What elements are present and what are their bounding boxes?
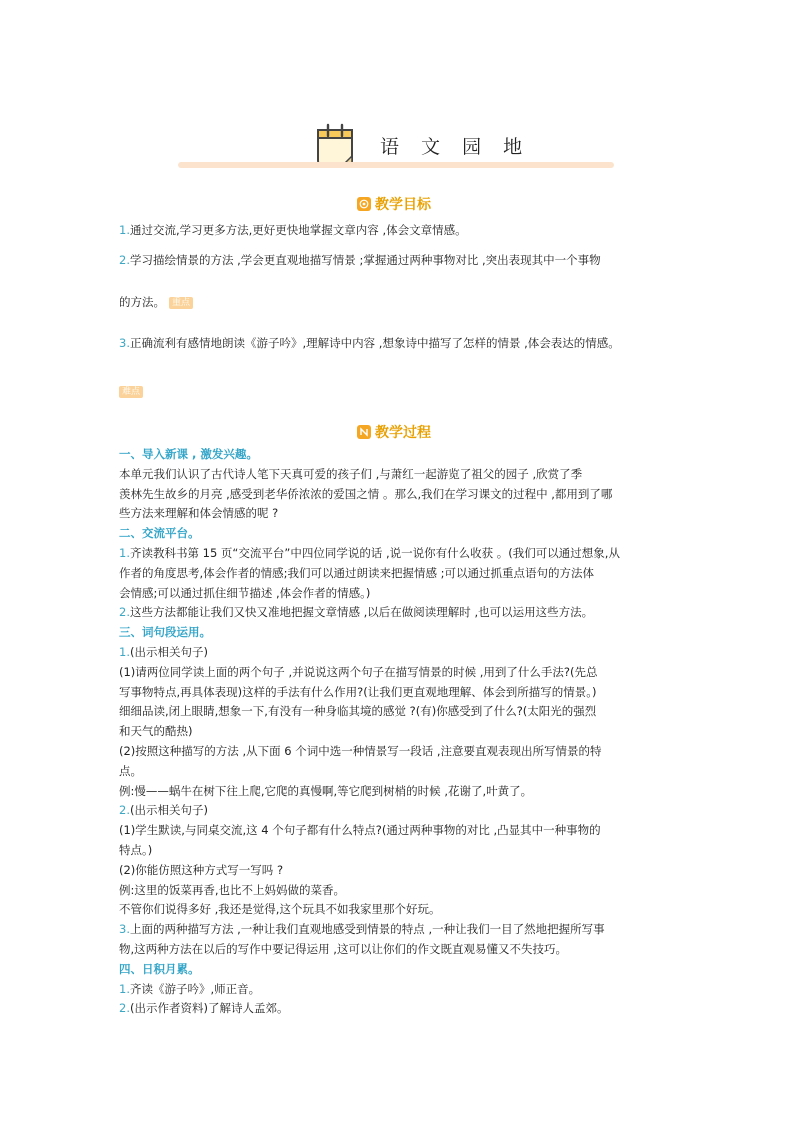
- page-title: 语 文 园 地: [380, 136, 531, 158]
- section-title-goals: 教学目标: [375, 197, 431, 213]
- section-teaching-process: [357, 421, 431, 443]
- process-heading: 三、词句段运用。: [119, 625, 211, 640]
- process-line: 羡林先生故乡的月亮 ,感受到老华侨浓浓的爱国之情 。那么,我们在学习课文的过程中 ,都用到了哪: [119, 486, 613, 501]
- difficulty-badge: 难点: [119, 386, 143, 398]
- process-line: 些方法来理解和体会情感的呢 ?: [119, 506, 279, 521]
- process-line: 1.齐读《游子吟》,师正音。: [119, 981, 261, 996]
- process-line: 1.(出示相关句子): [119, 645, 208, 659]
- process-line: 3.上面的两种描写方法 ,一种让我们直观地感受到情景的特点 ,一种让我们一目了然地把握所写事: [119, 922, 605, 937]
- process-line: 2.(出示作者资料)了解诗人孟郊。: [119, 1001, 289, 1016]
- goal-item-2-cont: 的方法。 重点: [119, 294, 193, 310]
- process-line: 物,这两种方法在以后的写作中要记得运用 ,这可以让你们的作文既直观易懂又不失技巧。: [119, 942, 567, 956]
- process-line: 例:慢——蜗牛在树下往上爬,它爬的真慢啊,等它爬到树梢的时候 ,花谢了,叶黄了。: [119, 783, 533, 798]
- page-header: [178, 118, 614, 172]
- process-line: 1.齐读教科书第 15 页“交流平台”中四位同学说的话 ,说一说你有什么收获 。(我们可以通过想象,从: [119, 546, 620, 560]
- section-teaching-goals: [357, 193, 431, 215]
- process-line: 写事物特点,再具体表现)这样的手法有什么作用?(让我们更直观地理解、体会到所描写的情景。): [119, 684, 597, 699]
- process-line: 2.(出示相关句子): [119, 803, 208, 818]
- goal-item-1: 1.通过交流,学习更多方法,更好更快地掌握文章内容 ,体会文章情感。: [119, 223, 467, 237]
- process-line: (1)学生默读,与同桌交流,这 4 个句子都有什么特点?(通过两种事物的对比 ,凸显其中一种事物的: [119, 823, 601, 838]
- section-title-process: 教学过程: [375, 425, 431, 441]
- process-line: (2)按照这种描写的方法 ,从下面 6 个词中选一种情景写一段话 ,注意要直观表现出所写情景的特: [119, 744, 602, 758]
- header-underline: [178, 162, 614, 168]
- process-heading: 四、日积月累。: [119, 961, 200, 976]
- process-line: 不管你们说得多好 ,我还是觉得,这个玩具不如我家里那个好玩。: [119, 902, 441, 917]
- process-line: 例:这里的饭菜再香,也比不上妈妈做的菜香。: [119, 882, 346, 897]
- process-line: 特点。): [119, 843, 153, 857]
- process-line: (2)你能仿照这种方式写一写吗 ?: [119, 862, 284, 877]
- key-point-badge: 重点: [169, 297, 193, 309]
- process-line: 和天气的酷热): [119, 724, 193, 739]
- process-icon: [357, 425, 371, 439]
- goal-item-2: 2.学习描绘情景的方法 ,学会更直观地描写情景 ;掌握通过两种事物对比 ,突出表现其中一个事物: [119, 253, 601, 267]
- process-line: 点。: [119, 763, 142, 778]
- process-line: 2.这些方法都能让我们又快又准地把握文章情感 ,以后在做阅读理解时 ,也可以运用这些方法。: [119, 605, 594, 620]
- process-line: (1)请两位同学读上面的两个句子 ,并说说这两个句子在描写情景的时候 ,用到了什么手法?(先总: [119, 664, 598, 679]
- difficulty-row: [119, 383, 143, 399]
- process-heading: 二、交流平台。: [119, 526, 200, 541]
- process-line: 会情感;可以通过抓住细节描述 ,体会作者的情感。): [119, 585, 371, 600]
- goal-item-3: 3.正确流利有感情地朗读《游子吟》,理解诗中内容 ,想象诗中描写了怎样的情景 ,体会表达的情感。: [119, 336, 620, 350]
- process-line: 作者的角度思考,体会作者的情感;我们可以通过朗读来把握情感 ;可以通过抓重点语句的方法体: [119, 565, 595, 580]
- process-heading: 一、导入新课 , 激发兴趣。: [119, 447, 258, 461]
- process-line: 本单元我们认识了古代诗人笔下天真可爱的孩子们 ,与萧红一起游览了祖父的园子 ,欣赏了季: [119, 466, 583, 481]
- target-icon: [357, 197, 371, 211]
- process-line: 细细品读,闭上眼睛,想象一下,有没有一种身临其境的感觉 ?(有)你感受到了什么?(太阳光的强烈: [119, 704, 597, 719]
